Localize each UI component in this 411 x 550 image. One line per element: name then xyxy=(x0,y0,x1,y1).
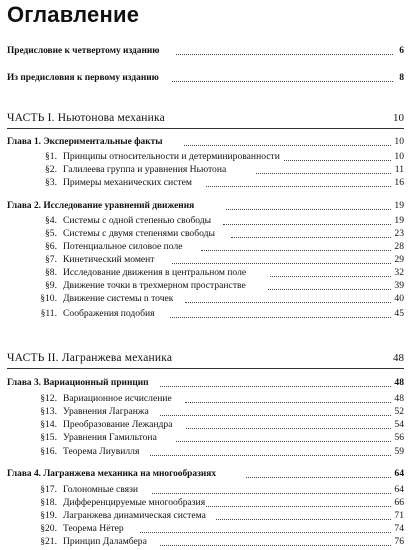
toc-section-16[interactable] xyxy=(0,446,411,458)
section-number: §21. xyxy=(40,536,57,547)
toc-chapter-label: Глава 4. Лагранжева механика на многообразиях xyxy=(7,469,217,479)
toc-entry-preface-1st[interactable] xyxy=(0,72,411,84)
toc-page-number: 56 xyxy=(394,432,404,443)
toc-section-18[interactable] xyxy=(0,497,411,509)
section-title: Системы с двумя степенями свободы xyxy=(63,228,215,239)
section-title: Системы с одной степенью свободы xyxy=(63,215,212,226)
section-number: §18. xyxy=(40,497,57,508)
toc-page-number: 59 xyxy=(394,446,404,457)
toc-page-number: 10 xyxy=(394,151,404,162)
dot-leader xyxy=(226,208,391,210)
section-number: §7. xyxy=(45,254,57,265)
toc-chapter-1[interactable] xyxy=(0,136,411,148)
dot-leader xyxy=(152,492,391,494)
toc-chapter-label: Глава 3. Вариационный принцип xyxy=(7,378,149,388)
dot-leader xyxy=(268,288,391,290)
section-number: §14. xyxy=(40,419,57,430)
toc-section-10[interactable] xyxy=(0,293,411,305)
section-title: Кинетический момент xyxy=(63,254,155,265)
dot-leader xyxy=(206,505,391,507)
section-title: Уравнения Гамильтона xyxy=(63,432,157,443)
section-number: §12. xyxy=(40,393,57,404)
dot-leader xyxy=(160,385,391,387)
toc-part-1[interactable] xyxy=(0,112,411,124)
toc-page-number: 28 xyxy=(394,241,404,252)
dot-leader xyxy=(176,440,391,442)
toc-page-number: 64 xyxy=(394,484,404,495)
toc-section-8[interactable] xyxy=(0,267,411,279)
section-title: Голономные связи xyxy=(63,484,139,495)
dot-leader xyxy=(140,531,391,533)
dot-leader xyxy=(186,427,391,429)
section-title: Лагранжева динамическая система xyxy=(63,510,206,521)
section-number: §1. xyxy=(45,151,57,162)
toc-page-number: 52 xyxy=(394,406,404,417)
toc-chapter-4[interactable] xyxy=(0,468,411,480)
toc-chapter-label: Глава 1. Экспериментальные факты xyxy=(7,137,163,147)
dot-leader xyxy=(284,159,391,161)
section-number: §19. xyxy=(40,510,57,521)
dot-leader xyxy=(185,401,391,403)
section-title: Принципы относительности и детерминированности xyxy=(63,151,280,162)
section-title: Галилеева группа и уравнения Ньютона xyxy=(63,164,227,175)
toc-page-number: 40 xyxy=(394,293,404,304)
toc-chapter-3[interactable] xyxy=(0,377,411,389)
toc-entry-preface-4th[interactable] xyxy=(0,45,411,57)
section-number: §10. xyxy=(40,293,57,304)
toc-section-13[interactable] xyxy=(0,406,411,418)
dot-leader xyxy=(172,80,393,82)
toc-section-9[interactable] xyxy=(0,280,411,292)
toc-page-number: 48 xyxy=(393,352,404,364)
toc-page-number: 54 xyxy=(394,419,404,430)
dot-leader xyxy=(256,172,391,174)
section-number: §17. xyxy=(40,484,57,495)
section-number: §16. xyxy=(40,446,57,457)
section-title: Преобразование Лежандра xyxy=(63,419,173,430)
toc-page-number: 16 xyxy=(394,177,404,188)
toc-page-number: 66 xyxy=(394,497,404,508)
toc-section-15[interactable] xyxy=(0,432,411,444)
section-number: §15. xyxy=(40,432,57,443)
dot-leader xyxy=(185,301,391,303)
page-title: Оглавление xyxy=(7,2,140,27)
section-title: Принцип Даламбера xyxy=(63,536,147,547)
toc-page-number: 71 xyxy=(394,510,404,521)
toc-section-3[interactable] xyxy=(0,177,411,189)
toc-section-7[interactable] xyxy=(0,254,411,266)
toc-page-number: 23 xyxy=(394,228,404,239)
section-number: §3. xyxy=(45,177,57,188)
dot-leader xyxy=(246,476,391,478)
dot-leader xyxy=(201,249,391,251)
dot-leader xyxy=(160,544,391,546)
section-title: Теорема Лиувилля xyxy=(63,446,140,457)
toc-section-12[interactable] xyxy=(0,393,411,405)
toc-page-number: 19 xyxy=(394,215,404,226)
toc-part-label: ЧАСТЬ II. Лагранжева механика xyxy=(7,352,173,364)
section-number: §20. xyxy=(40,523,57,534)
dot-leader xyxy=(170,316,391,318)
toc-entry-label: Предисловие к четвертому изданию xyxy=(7,46,160,56)
toc-part-2[interactable] xyxy=(0,352,411,364)
toc-section-19[interactable] xyxy=(0,510,411,522)
dot-leader xyxy=(160,414,391,416)
toc-part-label: ЧАСТЬ I. Ньютонова механика xyxy=(7,112,165,124)
toc-page-number: 39 xyxy=(394,280,404,291)
toc-section-11[interactable] xyxy=(0,308,411,320)
toc-page-number: 19 xyxy=(394,200,404,211)
toc-section-17[interactable] xyxy=(0,484,411,496)
toc-page-number: 32 xyxy=(394,267,404,278)
section-title: Дифференцируемые многообразия xyxy=(63,497,206,508)
toc-entry-label: Из предисловия к первому изданию xyxy=(7,73,159,83)
toc-section-1[interactable] xyxy=(0,151,411,163)
dot-leader xyxy=(172,262,391,264)
toc-page-number: 74 xyxy=(394,523,404,534)
toc-page-number: 76 xyxy=(394,536,404,547)
dot-leader xyxy=(176,53,393,55)
toc-section-5[interactable] xyxy=(0,228,411,240)
toc-page-number: 10 xyxy=(394,136,404,147)
section-title: Движение точки в трехмерном пространстве xyxy=(63,280,246,291)
toc-chapter-label: Глава 2. Исследование уравнений движения xyxy=(7,201,195,211)
dot-leader xyxy=(216,518,391,520)
section-number: §5. xyxy=(45,228,57,239)
dot-leader xyxy=(150,454,391,456)
dot-leader xyxy=(231,236,391,238)
toc-section-6[interactable] xyxy=(0,241,411,253)
section-title: Вариационное исчисление xyxy=(63,393,172,404)
section-title: Теорема Нётер xyxy=(63,523,124,534)
section-number: §8. xyxy=(45,267,57,278)
section-title: Примеры механических систем xyxy=(63,177,192,188)
dot-leader xyxy=(270,275,391,277)
section-number: §4. xyxy=(45,215,57,226)
toc-page-number: 6 xyxy=(399,45,404,56)
toc-section-2[interactable] xyxy=(0,164,411,176)
dot-leader xyxy=(223,223,391,225)
toc-chapter-2[interactable] xyxy=(0,200,411,212)
toc-page-number: 29 xyxy=(394,254,404,265)
section-title: Соображения подобия xyxy=(63,308,155,319)
toc-page-number: 45 xyxy=(394,308,404,319)
section-number: §13. xyxy=(40,406,57,417)
toc-page-number: 10 xyxy=(393,112,404,124)
toc-page-number: 48 xyxy=(394,393,404,404)
section-number: §9. xyxy=(45,280,57,291)
toc-section-14[interactable] xyxy=(0,419,411,431)
section-title: Потенциальное силовое поле xyxy=(63,241,183,252)
toc-page-number: 8 xyxy=(399,72,404,83)
toc-page-number: 48 xyxy=(394,377,404,388)
section-title: Движение системы n точек xyxy=(63,293,174,304)
toc-section-20[interactable] xyxy=(0,523,411,535)
dot-leader xyxy=(206,185,391,187)
toc-page-number: 64 xyxy=(394,468,404,479)
divider xyxy=(7,368,404,369)
section-number: §6. xyxy=(45,241,57,252)
toc-page-number: 11 xyxy=(394,164,404,175)
section-number: §11. xyxy=(40,308,57,319)
dot-leader xyxy=(184,144,391,146)
toc-section-21[interactable] xyxy=(0,536,411,548)
section-title: Исследование движения в центральном поле xyxy=(63,267,247,278)
section-number: §2. xyxy=(45,164,57,175)
divider xyxy=(7,128,404,129)
toc-section-4[interactable] xyxy=(0,215,411,227)
section-title: Уравнения Лагранжа xyxy=(63,406,149,417)
